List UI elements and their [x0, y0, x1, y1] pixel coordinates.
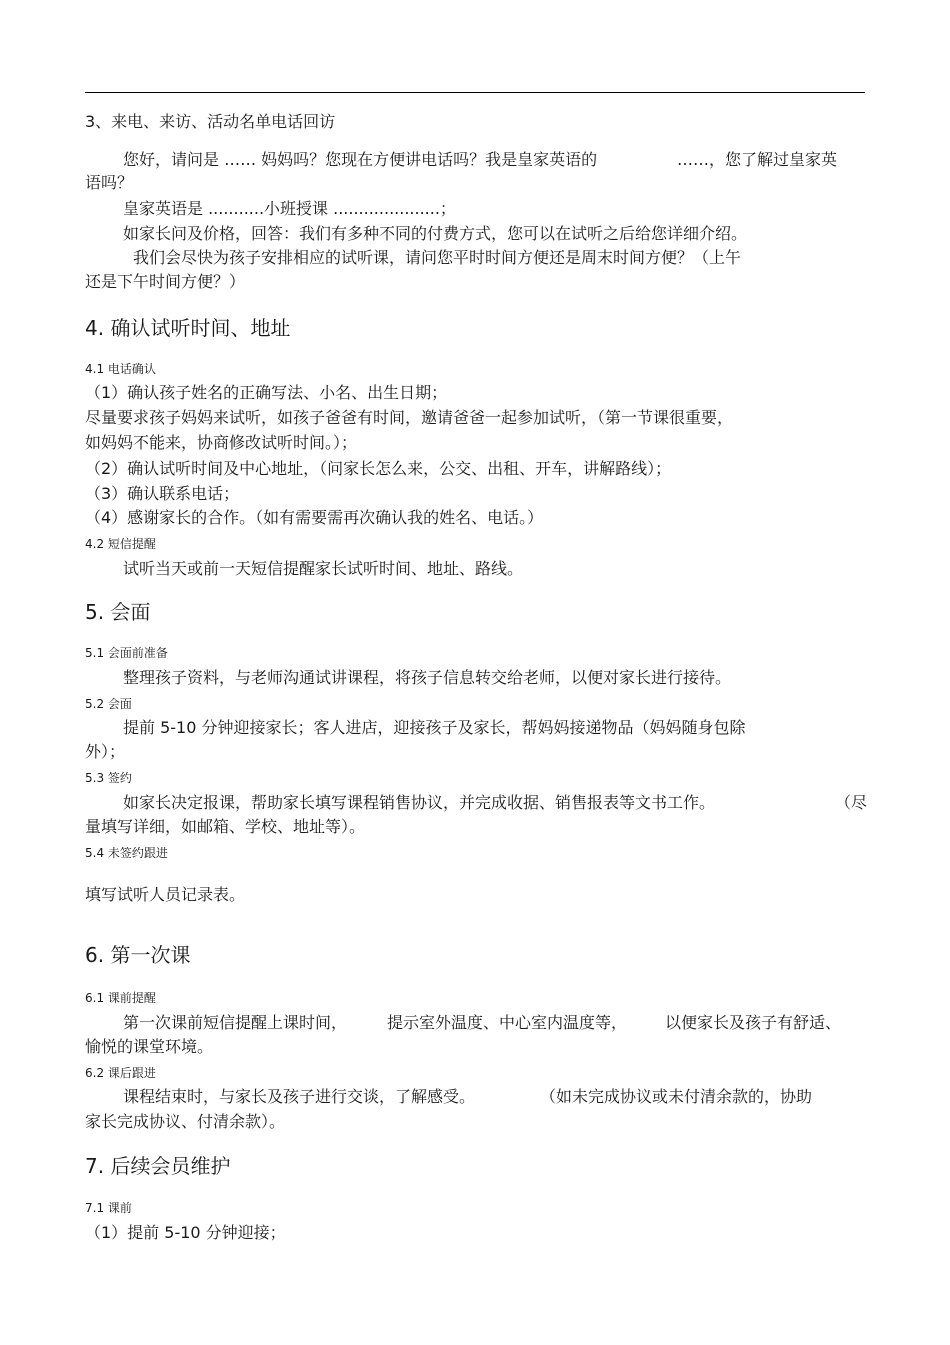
paragraph: ……，您了解过皇家英 [677, 150, 838, 169]
list-item: （2）确认试听时间及中心地址，（问家长怎么来，公交、出租、开车，讲解路线）； [85, 459, 672, 478]
subsection-4-2: 4.2 短信提醒 [85, 537, 156, 551]
paragraph: 家长完成协议、付清余款）。 [85, 1112, 286, 1131]
paragraph: 填写试听人员记录表。 [85, 885, 246, 904]
paragraph: 课程结束时，与家长及孩子进行交谈，了解感受。 [123, 1087, 476, 1106]
section-4-title: 4. 确认试听时间、地址 [85, 316, 291, 340]
list-item: （1）确认孩子姓名的正确写法、小名、出生日期； [85, 383, 448, 402]
subsection-5-4: 5.4 未签约跟进 [85, 846, 168, 860]
header-rule [85, 92, 865, 93]
list-item: （1）提前 5-10 分钟迎接； [85, 1223, 286, 1242]
paragraph: 还是下午时间方便？） [85, 272, 246, 291]
paragraph: 量填写详细，如邮箱、学校、地址等）。 [85, 817, 366, 836]
paragraph: 如家长决定报课，帮助家长填写课程销售协议，并完成收据、销售报表等文书工作。 [123, 793, 716, 812]
section-7-title: 7. 后续会员维护 [85, 1154, 231, 1178]
paragraph: 您好，请问是 …… 妈妈吗？您现在方便讲电话吗？我是皇家英语的 [123, 150, 598, 169]
list-item: （4）感谢家长的合作。（如有需要需再次确认我的姓名、电话。） [85, 508, 544, 527]
section-5-title: 5. 会面 [85, 600, 151, 624]
paragraph: 皇家英语是 ...........小班授课 .....................； [123, 199, 456, 218]
paragraph: 提前 5-10 分钟迎接家长；客人进店，迎接孩子及家长，帮妈妈接递物品（妈妈随身包除 [123, 718, 746, 737]
paragraph: （如未完成协议或未付清余款的，协助 [540, 1087, 813, 1106]
paragraph: 如家长问及价格，回答：我们有多种不同的付费方式，您可以在试听之后给您详细介绍。 [123, 224, 748, 243]
subsection-4-1: 4.1 电话确认 [85, 362, 156, 376]
paragraph: 试听当天或前一天短信提醒家长试听时间、地址、路线。 [123, 559, 524, 578]
paragraph: 整理孩子资料，与老师沟通试讲课程，将孩子信息转交给老师，以便对家长进行接待。 [123, 668, 732, 687]
section-6-title: 6. 第一次课 [85, 943, 191, 967]
paragraph: 愉悦的课堂环境。 [85, 1037, 214, 1056]
subsection-7-1: 7.1 课前 [85, 1201, 132, 1215]
paragraph: 提示室外温度、中心室内温度等， [387, 1013, 628, 1032]
paragraph: 如妈妈不能来，协商修改试听时间。）； [85, 433, 358, 452]
paragraph: 第一次课前短信提醒上课时间， [123, 1013, 348, 1032]
paragraph: 语吗？ [85, 173, 134, 192]
paragraph: 尽量要求孩子妈妈来试听，如孩子爸爸有时间，邀请爸爸一起参加试听，（第一节课很重要， [85, 408, 734, 427]
subsection-5-2: 5.2 会面 [85, 697, 132, 711]
paragraph: 外）； [85, 742, 126, 761]
section-3-title: 3、来电、来访、活动名单电话回访 [85, 112, 336, 131]
paragraph: （尽 [835, 793, 868, 812]
list-item: （3）确认联系电话； [85, 484, 240, 503]
paragraph: 我们会尽快为孩子安排相应的试听课，请问您平时时间方便还是周末时间方便？（上午 [133, 248, 742, 267]
paragraph: 以便家长及孩子有舒适、 [665, 1013, 842, 1032]
subsection-6-1: 6.1 课前提醒 [85, 991, 156, 1005]
subsection-6-2: 6.2 课后跟进 [85, 1066, 156, 1080]
subsection-5-1: 5.1 会面前准备 [85, 646, 168, 660]
subsection-5-3: 5.3 签约 [85, 771, 132, 785]
